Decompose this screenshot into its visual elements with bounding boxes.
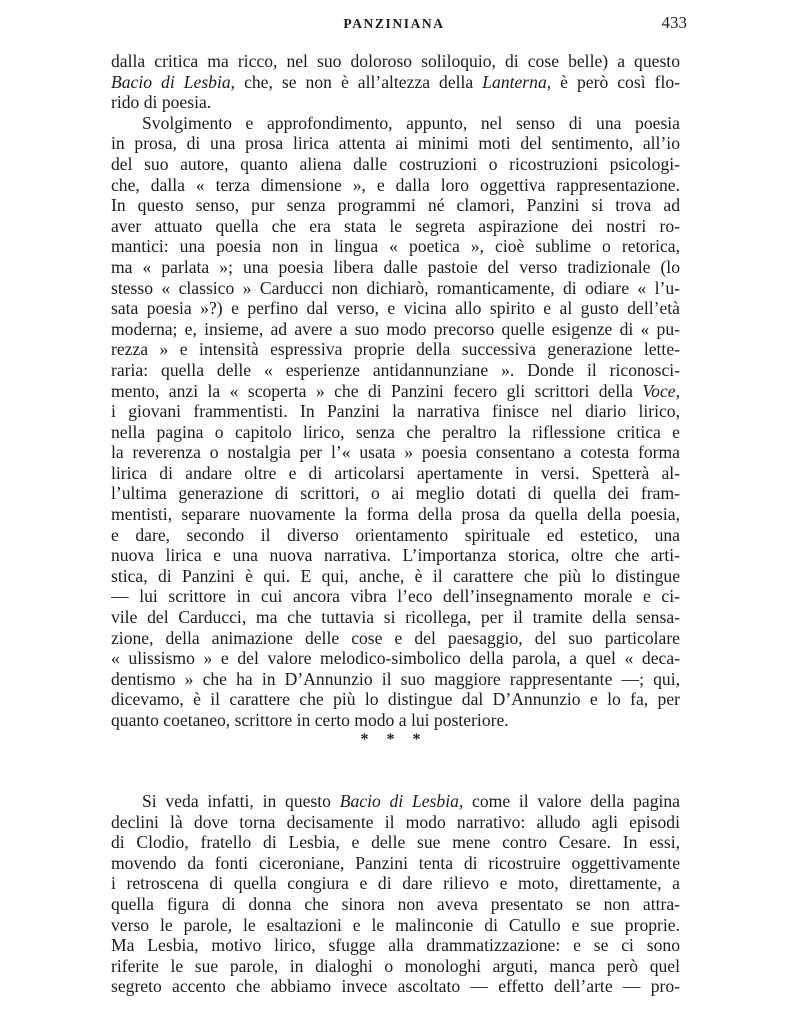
text-line: Bacio di Lesbia, che, se non è all’altezza della Lanterna, è però così flo- <box>111 71 680 92</box>
text-line: aver attuato quella che era stata le segreta aspirazione dei nostri ro- <box>111 215 680 236</box>
running-head <box>0 10 788 40</box>
section-separator: * * * <box>360 731 428 748</box>
text-line: nella pagina o capitolo lirico, senza che peraltro la riflessione critica e <box>111 421 680 442</box>
running-title: PANZINIANA <box>343 16 445 31</box>
text-line: stica, di Panzini è qui. E qui, anche, è il carattere che più lo distingue <box>111 565 680 586</box>
text-line: dicevamo, è il carattere che più lo distingue dal D’Annunzio e lo fa, per <box>111 689 680 710</box>
text-line: mentisti, separare nuovamente la forma della prosa da quella della poesia, <box>111 504 680 525</box>
text-block-main <box>111 51 680 731</box>
text-line: rido di poesia. <box>111 92 212 113</box>
text-line: quella figura di donna che sinora non aveva presentato se non attra- <box>111 893 680 914</box>
text-line: lirica di andare oltre e di articolarsi apertamente in versi. Spetterà al- <box>111 462 680 483</box>
text-line: Ma Lesbia, motivo lirico, sfugge alla drammatizzazione: e se ci sono <box>111 935 680 956</box>
text-line: rezza » e intensità espressiva proprie della successiva generazione lette- <box>111 339 680 360</box>
text-line: mento, anzi la « scoperta » che di Panzini fecero gli scrittori della Voce, <box>111 380 680 401</box>
text-line: dentismo » che ha in D’Annunzio il suo maggiore rappresentante —; qui, <box>111 668 680 689</box>
text-line: la reverenza o nostalgia per l’« usata » poesia consentano a cotesta forma <box>111 442 680 463</box>
text-line: i retroscena di quella congiura e di dare rilievo e moto, direttamente, a <box>111 873 680 894</box>
text-line: che, dalla « terza dimensione », e dalla loro oggettiva rappresentazione. <box>111 174 680 195</box>
text-line: Svolgimento e approfondimento, appunto, nel senso di una poesia <box>142 112 680 133</box>
text-line: di Clodio, fratello di Lesbia, e delle sue mene contro Cesare. In essi, <box>111 832 680 853</box>
text-line: nuova lirica e una nuova narrativa. L’importanza storica, oltre che arti- <box>111 545 680 566</box>
text-line: moderna; e, insieme, ad avere a suo modo precorso quelle esigenze di « pu- <box>111 318 680 339</box>
text-line: — lui scrittore in cui ancora vibra l’eco dell’insegnamento morale e ci- <box>111 586 680 607</box>
text-line: zione, della animazione delle cose e del paesaggio, del suo particolare <box>111 627 680 648</box>
text-line: e dare, secondo il diverso orientamento spirituale ed estetico, una <box>111 524 680 545</box>
text-block-second-section <box>111 791 680 997</box>
text-line: i giovani frammentisti. In Panzini la narrativa finisce nel diario lirico, <box>111 401 680 422</box>
text-line: ma « parlata »; una poesia libera dalle pastoie del verso tradizionale (lo <box>111 256 680 277</box>
text-line: riferite le sue parole, in dialoghi o monologhi arguti, manca però quel <box>111 955 680 976</box>
text-line: raria: quella delle « esperienze antidannunziane ». Donde il riconosci- <box>111 359 680 380</box>
text-line: movendo da fonti ciceroniane, Panzini tenta di ricostruire oggettivamente <box>111 852 680 873</box>
text-line: verso le parole, le esaltazioni e le malinconie di Catullo e sue proprie. <box>111 914 680 935</box>
text-line: sata poesia »?) e perfino dal verso, e vicina allo spirito e al gusto dell’età <box>111 298 680 319</box>
text-line: segreto accento che abbiamo invece ascoltato — effetto dell’arte — pro- <box>111 976 680 997</box>
text-line: In questo senso, pur senza programmi né clamori, Panzini si trova ad <box>111 195 680 216</box>
text-line: del suo autore, quanto aliena dalle costruzioni o ricostruzioni psicologi- <box>111 153 680 174</box>
text-line: dalla critica ma ricco, nel suo doloroso soliloquio, di cose belle) a questo <box>111 51 680 71</box>
page-number: 433 <box>661 13 687 32</box>
text-line: mantici: una poesia non in lingua « poetica », cioè sublime o retorica, <box>111 236 680 257</box>
text-line: vile del Carducci, ma che tuttavia si ricollega, per il tramite della sensa- <box>111 607 680 628</box>
text-line: « ulissismo » e del valore melodico-simbolico della parola, a quel « deca- <box>111 648 680 669</box>
text-line: l’ultima generazione di scrittori, o ai meglio dotati di quella dei fram- <box>111 483 680 504</box>
text-line: stesso « classico » Carducci non dichiarò, romanticamente, di odiare « l’u- <box>111 277 680 298</box>
text-line: declini là dove torna decisamente il modo narrativo: alludo agli episodi <box>111 811 680 832</box>
text-line: quanto coetaneo, scrittore in certo modo a lui posteriore. <box>111 710 509 730</box>
text-line: Si veda infatti, in questo Bacio di Lesbia, come il valore della pagina <box>142 791 680 811</box>
text-line: in prosa, di una prosa lirica attenta ai minimi moti del sentimento, all’io <box>111 133 680 154</box>
